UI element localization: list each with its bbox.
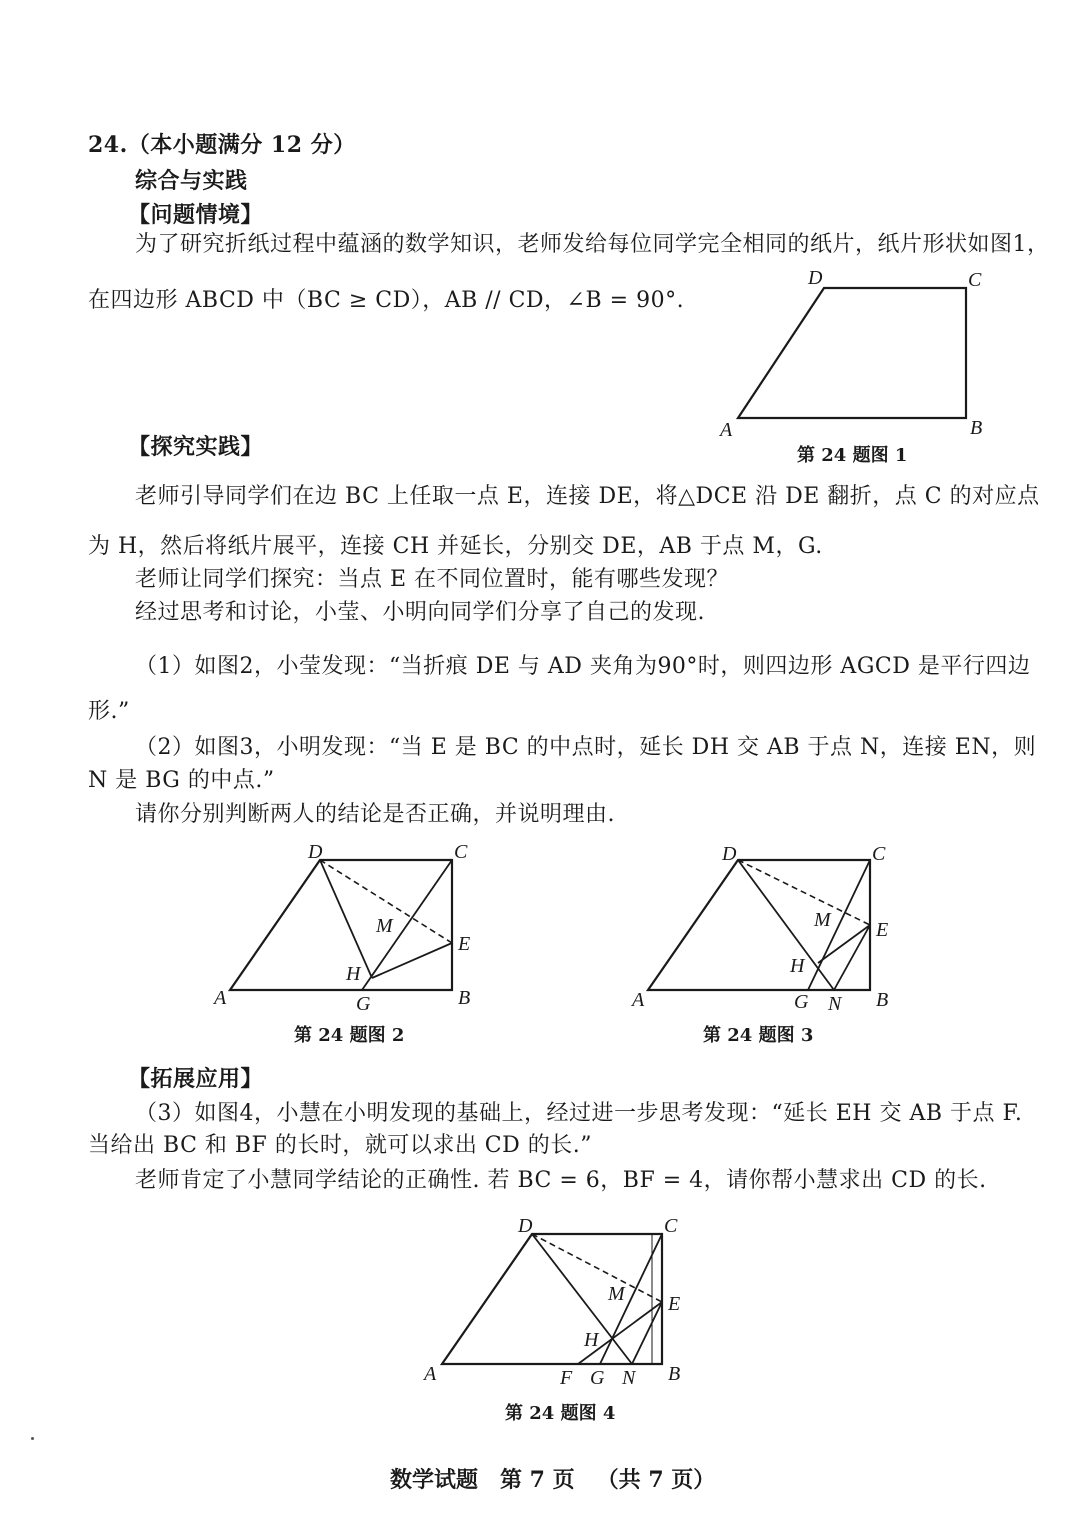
fig2-label-B: B	[458, 987, 471, 1009]
page-footer	[390, 1465, 737, 1495]
footer-subject: 数学试题	[390, 1467, 479, 1493]
fig2-label-A: A	[214, 987, 227, 1009]
section-practice-heading: 【探究实践】	[128, 434, 264, 460]
figure-3	[628, 838, 918, 1018]
footer-total: （共 7 页）	[596, 1467, 716, 1493]
fig4-label-F: F	[560, 1367, 573, 1389]
fig3-label-G: G	[794, 991, 809, 1013]
fig2-label-C: C	[454, 841, 468, 863]
practice-line-1: 老师引导同学们在边 BC 上任取一点 E，连接 DE，将△DCE 沿 DE 翻折，点 C 的对应点	[135, 484, 1040, 509]
practice-line-2: 为 H，然后将纸片展平，连接 CH 并延长，分别交 DE，AB 于点 M，G.	[88, 534, 823, 559]
fig3-segment-EN	[834, 925, 870, 990]
part1-line-1: （1）如图2，小莹发现：“当折痕 DE 与 AD 夹角为90°时，则四边形 AGCD 是平行四边	[135, 654, 1031, 679]
fig3-label-A: A	[632, 989, 645, 1011]
fig4-caption: 第 24 题图 4	[505, 1403, 616, 1424]
fig4-label-G: G	[590, 1367, 605, 1389]
part1-line-2: 形.”	[88, 699, 130, 724]
fig2-trapezoid	[230, 860, 452, 990]
part3-line-1: （3）如图4，小慧在小明发现的基础上，经过进一步思考发现：“延长 EH 交 AB 于点 F.	[135, 1101, 1023, 1126]
situation-line-2: 在四边形 ABCD 中（BC ≥ CD），AB // CD，∠B = 90°.	[88, 288, 685, 313]
fig1-label-C: C	[968, 269, 982, 291]
figure-4	[420, 1208, 710, 1398]
fig2-label-M: M	[376, 915, 393, 937]
section-subtitle: 综合与实践	[135, 168, 248, 194]
fig3-label-N: N	[828, 993, 842, 1015]
fig3-trapezoid	[648, 860, 870, 990]
fig4-label-N: N	[622, 1367, 636, 1389]
fig2-label-H: H	[346, 963, 361, 985]
fig4-label-H: H	[584, 1329, 599, 1351]
fig3-label-M: M	[814, 909, 831, 931]
fig3-label-B: B	[876, 989, 889, 1011]
part3-line-2: 当给出 BC 和 BF 的长时，就可以求出 CD 的长.”	[88, 1133, 593, 1158]
practice-line-3: 老师让同学们探究：当点 E 在不同位置时，能有哪些发现？	[135, 567, 730, 592]
situation-line-1: 为了研究折纸过程中蕴涵的数学知识，老师发给每位同学完全相同的纸片，纸片形状如图1，	[135, 232, 1050, 257]
practice-line-4: 经过思考和讨论，小莹、小明向同学们分享了自己的发现.	[135, 600, 705, 625]
fig4-label-C: C	[664, 1215, 678, 1237]
fig2-label-D: D	[308, 841, 323, 863]
fig4-fold-line-DE	[532, 1234, 662, 1302]
fig4-label-M: M	[608, 1283, 625, 1305]
section-situation-heading: 【问题情境】	[128, 202, 264, 228]
part3-line-3: 老师肯定了小慧同学结论的正确性. 若 BC = 6，BF = 4，请你帮小慧求出 CD 的长.	[135, 1168, 987, 1193]
fig2-label-E: E	[458, 933, 471, 955]
scan-speck	[31, 1437, 34, 1440]
part2-line-1: （2）如图3，小明发现：“当 E 是 BC 的中点时，延长 DH 交 AB 于点 N，连接 EN，则	[135, 735, 1037, 760]
fig4-label-E: E	[668, 1293, 681, 1315]
fig1-label-A: A	[720, 419, 733, 441]
fig3-label-H: H	[790, 955, 805, 977]
section-extension-heading: 【拓展应用】	[128, 1066, 264, 1092]
fig1-label-D: D	[808, 267, 823, 289]
fig4-label-D: D	[518, 1215, 533, 1237]
question-number-header: 24.（本小题满分 12 分）	[88, 132, 356, 158]
fig4-trapezoid	[442, 1234, 662, 1364]
fig2-caption: 第 24 题图 2	[294, 1025, 405, 1046]
fig3-label-D: D	[722, 843, 737, 865]
fig3-label-C: C	[872, 843, 886, 865]
fig4-segment-EN	[632, 1302, 662, 1364]
fig3-fold-line-DE	[738, 860, 870, 925]
fig3-caption: 第 24 题图 3	[703, 1025, 814, 1046]
fig4-label-A: A	[424, 1363, 437, 1385]
fig1-caption: 第 24 题图 1	[797, 445, 908, 466]
fig1-label-B: B	[970, 417, 983, 439]
part2-line-2: N 是 BG 的中点.”	[88, 768, 275, 793]
figure-1	[700, 262, 1020, 442]
footer-page: 第 7 页	[500, 1467, 575, 1493]
fig3-label-E: E	[876, 919, 889, 941]
part2-line-3: 请你分别判断两人的结论是否正确，并说明理由.	[135, 802, 615, 827]
figure-2	[210, 838, 500, 1018]
fig2-segment-DH	[320, 860, 372, 978]
fig4-label-B: B	[668, 1363, 681, 1385]
fig2-label-G: G	[356, 993, 371, 1015]
fig1-trapezoid	[738, 288, 966, 418]
fig2-segment-EH	[372, 943, 452, 978]
